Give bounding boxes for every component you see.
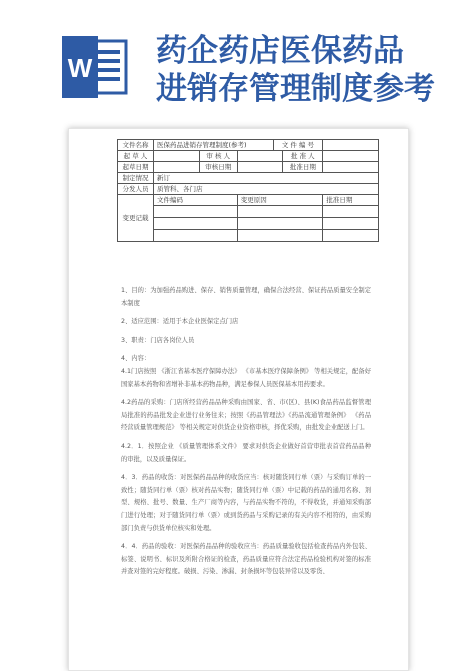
document-info-table [117, 139, 379, 242]
doc-no-label: 文 件 编 号 [273, 140, 323, 151]
paragraph-purpose: 1、目的：为加强药品购进、保存、销售质量管理，确保合法经营、保证药品质量安全制定本制度 [121, 287, 371, 307]
doc-name-value: 医保药品进销存管理制度(参考) [153, 140, 273, 151]
change-col-reason: 变更原因 [237, 195, 323, 206]
paragraph-4-2: 4.2药品的采购：门店所经营药品品种采购由国家、省、市(区)、县(K)食品药品监督管理局批准的药品批发企业进行业务往来；按照《药品管理法》《药品流通管理条例》 《药品经营质量管理规范》 等相关规定对供货企业资格审核，择优采购，由批发企业配送上门。 [121, 399, 371, 432]
change-cell [323, 206, 379, 218]
drafter-value [153, 151, 199, 162]
paragraph-4-1: 4.1门店按照 《浙江省基本医疗保障办法》 《市基本医疗保障条例》 等相关规定，配备好国家基本药物和省增补非基本药物品种，满足参保人员医保基本用药要求。 [121, 367, 371, 388]
draft-date-value [153, 162, 199, 173]
review-date-label: 审核日期 [199, 162, 237, 173]
change-cell [237, 230, 323, 242]
approve-date-label: 批准日期 [283, 162, 323, 173]
paragraph-duties: 3、职责：门店各岗位人员 [121, 336, 195, 344]
paragraph-4-4: 4．4．药品的验收：对医保药品品种的验收应当：药品质量验收包括检查药品内外包装、标签、说明书、标识及所附合格证的检查，药品质量应符合法定药品检验机构对签的标准并查对签的完好程度。破损、污染、渗漏、封条损坏等包装异常以及零货、 [121, 543, 371, 576]
doc-name-label: 文件名称 [118, 140, 154, 151]
change-cell [237, 218, 323, 230]
document-body [121, 285, 371, 585]
draft-date-label: 起草日期 [118, 162, 154, 173]
word-document-icon [62, 36, 128, 98]
change-cell [153, 218, 237, 230]
status-value: 新订 [153, 173, 378, 184]
change-cell [153, 206, 237, 218]
change-col-code: 文件编码 [153, 195, 237, 206]
page-title [156, 32, 456, 108]
change-cell [237, 206, 323, 218]
reviewer-value [237, 151, 283, 162]
drafter-label: 起 草 人 [118, 151, 154, 162]
title-line-2: 进销存管理制度参考 [156, 71, 435, 107]
paragraph-scope: 2、适应范围：适用于本企业医保定点门店 [121, 318, 239, 326]
paragraph-content-heading: 4、内容： [121, 355, 151, 363]
change-record-label: 变更记载 [118, 195, 154, 242]
doc-no-value [323, 140, 379, 151]
approver-value [323, 151, 379, 162]
change-col-date: 批准日期 [323, 195, 379, 206]
header-banner [0, 0, 474, 120]
paragraph-4-2-1: 4.2．1．按照企业 《质量管理体系文件》 要求对供货企业做好首营审批表首营药品品种的审批，以及质量保证。 [121, 442, 371, 463]
distribution-label: 分发人员 [118, 184, 154, 195]
distribution-value: 质管科、各门店 [153, 184, 378, 195]
document-page [68, 128, 409, 671]
paragraph-4-3: 4．3．药品的收货：对医保药品品种的收货应当：核对随货同行单（票）与采购订单的一致性；随货同行单（票）核对药品实物；随货同行单（票）中记载的药品的通用名称、剂型、规格、批号、数量、生产厂商等内容，与药品实物不符的，不得收货，并通知采购部门进行处理；对于随货同行单（票）或到货药品与采购记录的有关内容不相符的，由采购部门负责与供货单位核实和处理。 [121, 474, 371, 532]
title-line-1: 药企药店医保药品 [156, 33, 404, 69]
status-label: 制定情况 [118, 173, 154, 184]
change-cell [323, 218, 379, 230]
svg-text:W: W [67, 53, 93, 83]
reviewer-label: 审 核 人 [199, 151, 237, 162]
review-date-value [237, 162, 283, 173]
change-cell [153, 230, 237, 242]
approve-date-value [323, 162, 379, 173]
change-cell [323, 230, 379, 242]
approver-label: 批 准 人 [283, 151, 323, 162]
